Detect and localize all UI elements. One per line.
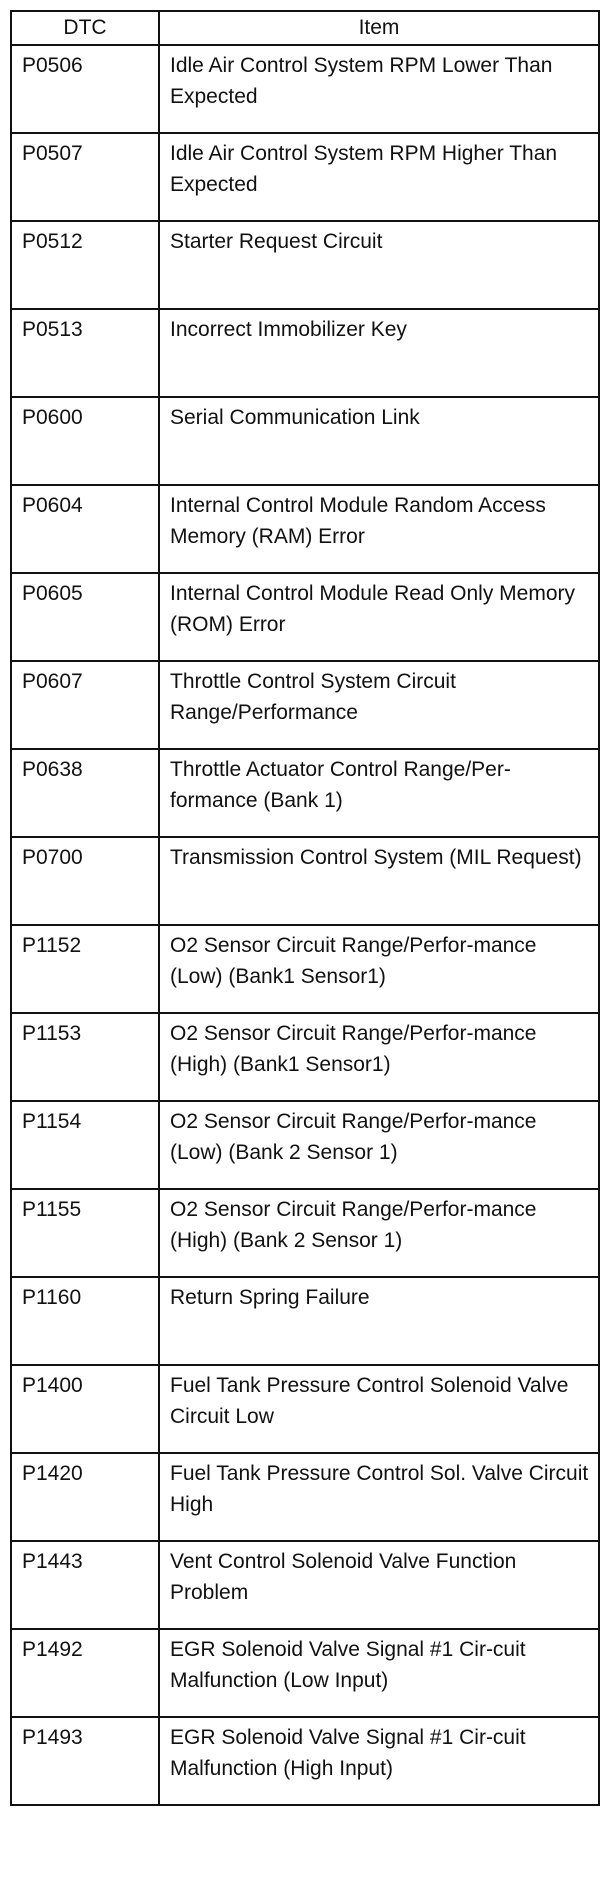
dtc-code-cell: P1155: [11, 1189, 159, 1277]
dtc-code-cell: P0638: [11, 749, 159, 837]
table-row: [11, 1013, 599, 1101]
dtc-code-cell: P0607: [11, 661, 159, 749]
dtc-item-cell: Incorrect Immobilizer Key: [159, 309, 599, 397]
table-row: [11, 1541, 599, 1629]
dtc-item-cell: Internal Control Module Random Access Memory (RAM) Error: [159, 485, 599, 573]
column-header-item: Item: [159, 11, 599, 45]
dtc-code-cell: P1160: [11, 1277, 159, 1365]
column-header-dtc: DTC: [11, 11, 159, 45]
dtc-code-cell: P0507: [11, 133, 159, 221]
dtc-code-cell: P1400: [11, 1365, 159, 1453]
table-row: [11, 1629, 599, 1717]
dtc-item-cell: Fuel Tank Pressure Control Solenoid Valve Circuit Low: [159, 1365, 599, 1453]
table-header-row: [11, 11, 599, 45]
dtc-item-cell: EGR Solenoid Valve Signal #1 Cir-cuit Malfunction (High Input): [159, 1717, 599, 1805]
dtc-code-cell: P1152: [11, 925, 159, 1013]
dtc-item-cell: Return Spring Failure: [159, 1277, 599, 1365]
table-row: [11, 1717, 599, 1805]
dtc-item-cell: O2 Sensor Circuit Range/Perfor-mance (High) (Bank1 Sensor1): [159, 1013, 599, 1101]
dtc-item-cell: Idle Air Control System RPM Higher Than Expected: [159, 133, 599, 221]
dtc-table: [10, 10, 600, 1806]
dtc-item-cell: Serial Communication Link: [159, 397, 599, 485]
dtc-code-cell: P0512: [11, 221, 159, 309]
table-row: [11, 397, 599, 485]
dtc-code-cell: P1443: [11, 1541, 159, 1629]
dtc-code-cell: P0600: [11, 397, 159, 485]
table-row: [11, 1453, 599, 1541]
table-row: [11, 925, 599, 1013]
dtc-item-cell: Vent Control Solenoid Valve Function Problem: [159, 1541, 599, 1629]
dtc-item-cell: O2 Sensor Circuit Range/Perfor-mance (High) (Bank 2 Sensor 1): [159, 1189, 599, 1277]
table-row: [11, 221, 599, 309]
dtc-item-cell: Throttle Control System Circuit Range/Performance: [159, 661, 599, 749]
table-row: [11, 485, 599, 573]
dtc-code-cell: P1153: [11, 1013, 159, 1101]
dtc-code-cell: P1492: [11, 1629, 159, 1717]
dtc-code-cell: P0605: [11, 573, 159, 661]
dtc-item-cell: Starter Request Circuit: [159, 221, 599, 309]
table-row: [11, 661, 599, 749]
dtc-code-cell: P1420: [11, 1453, 159, 1541]
dtc-code-cell: P1154: [11, 1101, 159, 1189]
table-row: [11, 1101, 599, 1189]
table-row: [11, 45, 599, 133]
table-row: [11, 309, 599, 397]
table-row: [11, 573, 599, 661]
dtc-code-cell: P0513: [11, 309, 159, 397]
table-row: [11, 1189, 599, 1277]
dtc-code-cell: P0506: [11, 45, 159, 133]
dtc-item-cell: Fuel Tank Pressure Control Sol. Valve Circuit High: [159, 1453, 599, 1541]
dtc-item-cell: Internal Control Module Read Only Memory (ROM) Error: [159, 573, 599, 661]
dtc-item-cell: Throttle Actuator Control Range/Per-formance (Bank 1): [159, 749, 599, 837]
table-row: [11, 837, 599, 925]
dtc-item-cell: Idle Air Control System RPM Lower Than Expected: [159, 45, 599, 133]
dtc-item-cell: Transmission Control System (MIL Request): [159, 837, 599, 925]
dtc-item-cell: O2 Sensor Circuit Range/Perfor-mance (Low) (Bank1 Sensor1): [159, 925, 599, 1013]
table-body: [11, 45, 599, 1805]
dtc-code-cell: P1493: [11, 1717, 159, 1805]
dtc-item-cell: O2 Sensor Circuit Range/Perfor-mance (Low) (Bank 2 Sensor 1): [159, 1101, 599, 1189]
table-row: [11, 1277, 599, 1365]
table-row: [11, 749, 599, 837]
dtc-item-cell: EGR Solenoid Valve Signal #1 Cir-cuit Malfunction (Low Input): [159, 1629, 599, 1717]
table-row: [11, 133, 599, 221]
dtc-code-cell: P0604: [11, 485, 159, 573]
table-row: [11, 1365, 599, 1453]
dtc-code-cell: P0700: [11, 837, 159, 925]
